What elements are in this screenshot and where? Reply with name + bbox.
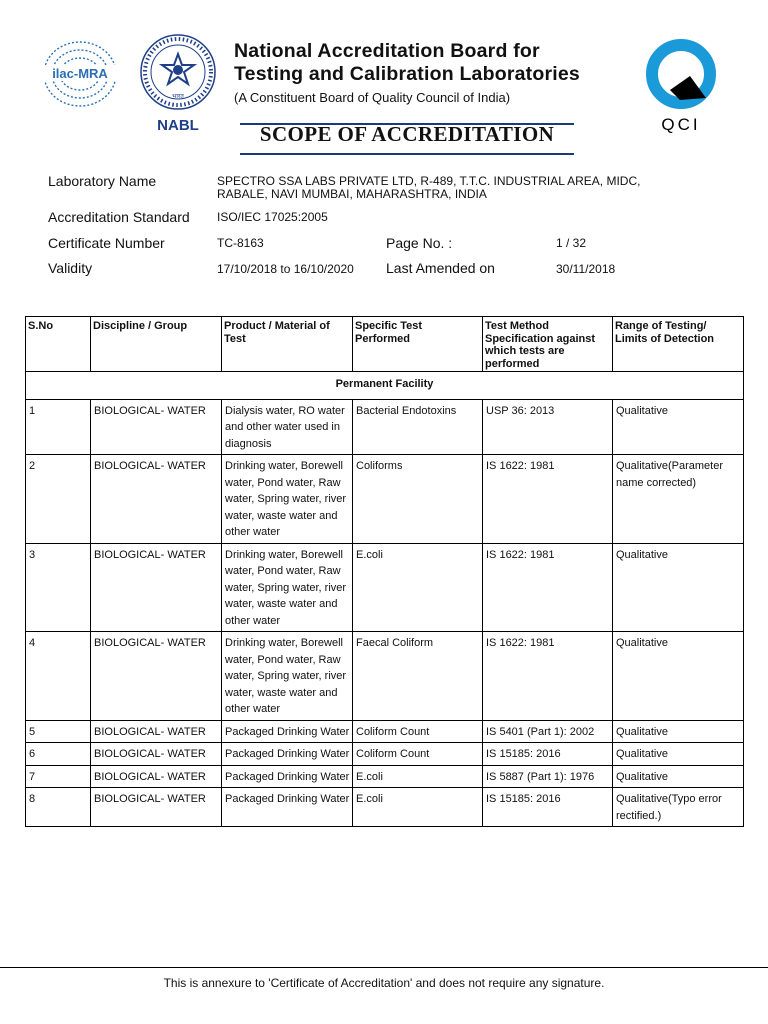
page-value: 1 / 32 xyxy=(556,236,587,250)
header-test: Specific Test Performed xyxy=(353,317,483,372)
certificate-label: Certificate Number xyxy=(48,235,165,251)
cell-test: E.coli xyxy=(353,788,483,827)
cell-discipline: BIOLOGICAL- WATER xyxy=(91,788,222,827)
cell-product: Drinking water, Borewell water, Pond water, Raw water, Spring water, river water, waste water and other water xyxy=(222,632,353,721)
cell-product: Packaged Drinking Water xyxy=(222,765,353,788)
cell-product: Packaged Drinking Water xyxy=(222,720,353,743)
cell-sno: 6 xyxy=(26,743,91,766)
board-subtitle: (A Constituent Board of Quality Council of India) xyxy=(234,90,511,105)
cell-range: Qualitative(Parameter name corrected) xyxy=(613,455,744,544)
board-title-line1: National Accreditation Board for xyxy=(234,40,540,62)
header-discipline: Discipline / Group xyxy=(91,317,222,372)
table-row xyxy=(26,399,744,455)
scope-table xyxy=(25,316,744,827)
cell-discipline: BIOLOGICAL- WATER xyxy=(91,455,222,544)
header-sno: S.No xyxy=(26,317,91,372)
cell-method: USP 36: 2013 xyxy=(483,399,613,455)
table-row xyxy=(26,543,744,632)
cell-method: IS 5887 (Part 1): 1976 xyxy=(483,765,613,788)
table-row xyxy=(26,720,744,743)
header-range: Range of Testing/ Limits of Detection xyxy=(613,317,744,372)
page-label: Page No. : xyxy=(386,235,453,251)
cell-test: Faecal Coliform xyxy=(353,632,483,721)
cell-range: Qualitative xyxy=(613,743,744,766)
amended-label: Last Amended on xyxy=(386,260,495,276)
cell-method: IS 1622: 1981 xyxy=(483,632,613,721)
cell-method: IS 1622: 1981 xyxy=(483,455,613,544)
board-title-line2: Testing and Calibration Laboratories xyxy=(234,63,580,85)
table-header-row xyxy=(26,317,744,372)
cell-range: Qualitative xyxy=(613,720,744,743)
cell-product: Packaged Drinking Water xyxy=(222,788,353,827)
cell-product: Drinking water, Borewell water, Pond water, Raw water, Spring water, river water, waste water and other water xyxy=(222,543,353,632)
cell-method: IS 15185: 2016 xyxy=(483,788,613,827)
qci-logo xyxy=(640,38,722,133)
cell-product: Drinking water, Borewell water, Pond water, Raw water, Spring water, river water, waste water and other water xyxy=(222,455,353,544)
certificate-value: TC-8163 xyxy=(217,236,264,250)
cell-test: E.coli xyxy=(353,765,483,788)
nabl-logo xyxy=(138,32,218,134)
cell-range: Qualitative xyxy=(613,765,744,788)
cell-discipline: BIOLOGICAL- WATER xyxy=(91,399,222,455)
cell-method: IS 15185: 2016 xyxy=(483,743,613,766)
lab-name-line1: SPECTRO SSA LABS PRIVATE LTD, R-489, T.T.C. INDUSTRIAL AREA, MIDC, xyxy=(217,174,641,188)
cell-discipline: BIOLOGICAL- WATER xyxy=(91,743,222,766)
cell-product: Packaged Drinking Water xyxy=(222,743,353,766)
ilac-logo-text: ilac-MRA xyxy=(52,66,108,81)
table-row xyxy=(26,743,744,766)
cell-sno: 4 xyxy=(26,632,91,721)
scope-rule-bottom xyxy=(240,153,574,155)
cell-test: Coliforms xyxy=(353,455,483,544)
lab-name-line2: RABALE, NAVI MUMBAI, MAHARASHTRA, INDIA xyxy=(217,187,487,201)
cell-sno: 2 xyxy=(26,455,91,544)
cell-range: Qualitative(Typo error rectified.) xyxy=(613,788,744,827)
cell-discipline: BIOLOGICAL- WATER xyxy=(91,632,222,721)
scope-title: SCOPE OF ACCREDITATION xyxy=(259,122,555,146)
cell-method: IS 1622: 1981 xyxy=(483,543,613,632)
cell-method: IS 5401 (Part 1): 2002 xyxy=(483,720,613,743)
ilac-mra-logo xyxy=(40,38,120,110)
validity-value: 17/10/2018 to 16/10/2020 xyxy=(217,262,354,276)
footer-rule xyxy=(0,967,768,968)
cell-discipline: BIOLOGICAL- WATER xyxy=(91,720,222,743)
cell-sno: 3 xyxy=(26,543,91,632)
cell-sno: 5 xyxy=(26,720,91,743)
footer-note: This is annexure to 'Certificate of Accreditation' and does not require any signature. xyxy=(163,976,605,990)
nabl-seal-text: भारत xyxy=(172,93,184,100)
cell-sno: 7 xyxy=(26,765,91,788)
cell-sno: 1 xyxy=(26,399,91,455)
qci-logo-text: QCI xyxy=(661,115,701,133)
facility-row xyxy=(26,372,744,400)
header-product: Product / Material of Test xyxy=(222,317,353,372)
table-row xyxy=(26,788,744,827)
cell-discipline: BIOLOGICAL- WATER xyxy=(91,543,222,632)
cell-test: Coliform Count xyxy=(353,720,483,743)
cell-discipline: BIOLOGICAL- WATER xyxy=(91,765,222,788)
standard-value: ISO/IEC 17025:2005 xyxy=(217,210,328,224)
table-row xyxy=(26,632,744,721)
table-row xyxy=(26,765,744,788)
cell-range: Qualitative xyxy=(613,632,744,721)
cell-test: E.coli xyxy=(353,543,483,632)
cell-range: Qualitative xyxy=(613,543,744,632)
table-row xyxy=(26,455,744,544)
cell-sno: 8 xyxy=(26,788,91,827)
cell-test: Coliform Count xyxy=(353,743,483,766)
validity-label: Validity xyxy=(48,260,93,276)
facility-label: Permanent Facility xyxy=(26,372,744,400)
header-method: Test Method Specification against which tests are performed xyxy=(483,317,613,372)
nabl-logo-text: NABL xyxy=(157,117,199,134)
cell-product: Dialysis water, RO water and other water used in diagnosis xyxy=(222,399,353,455)
amended-value: 30/11/2018 xyxy=(556,262,616,276)
cell-test: Bacterial Endotoxins xyxy=(353,399,483,455)
cell-range: Qualitative xyxy=(613,399,744,455)
standard-label: Accreditation Standard xyxy=(48,209,190,225)
lab-name-label: Laboratory Name xyxy=(48,173,157,189)
